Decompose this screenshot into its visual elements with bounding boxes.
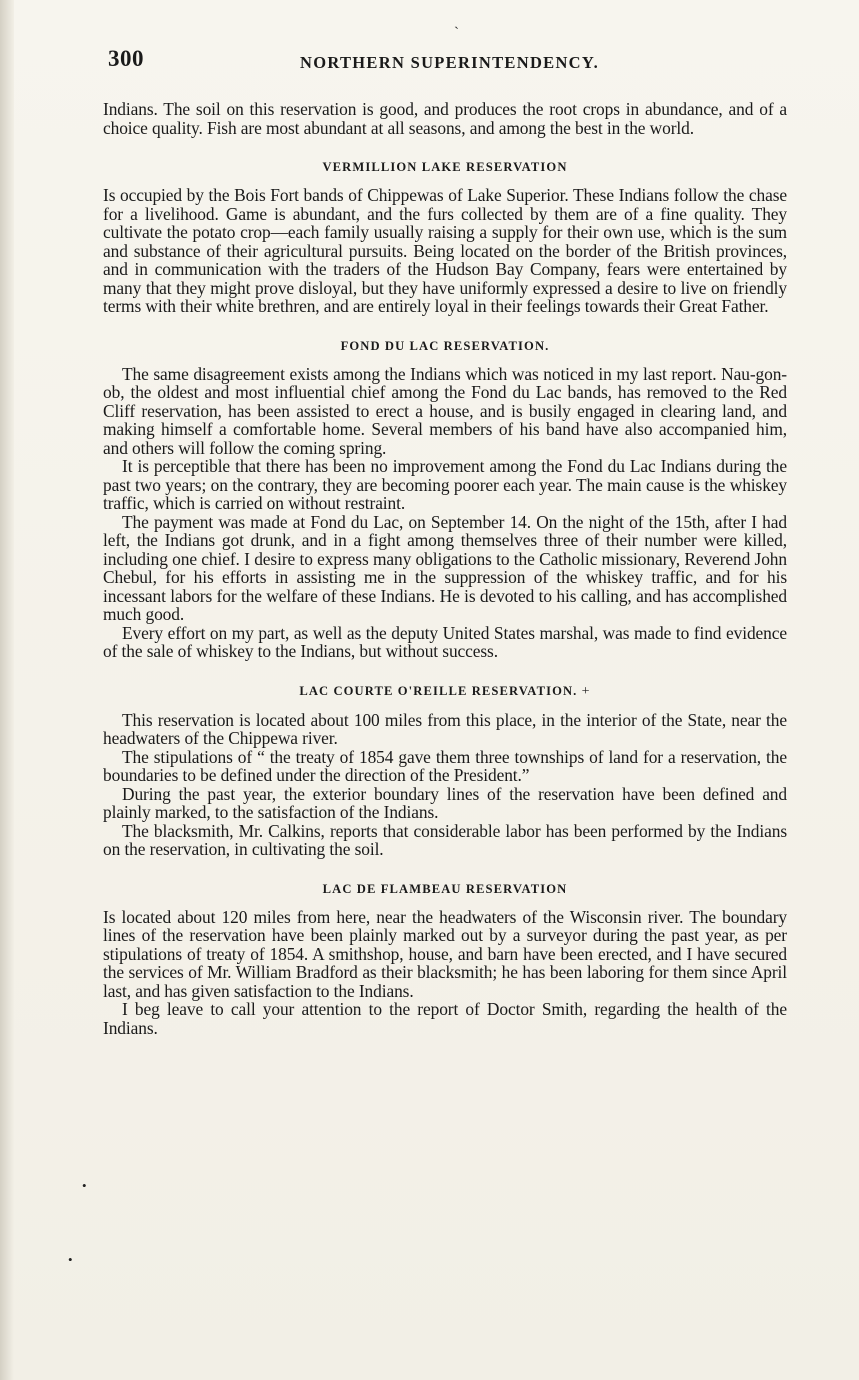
margin-dot: • xyxy=(68,1252,73,1267)
paragraph: The same disagreement exists among the Indians which was noticed in my last report. Nau-gon-ob, the oldest and most influential chief among the Fond du Lac bands, has removed to the Red Cliff reservation, has been assisted to erect a house, and is busily engaged in clearing land, and making himself a comfortable home. Several members of his band have also accompanied him, and others will follow the coming spring. xyxy=(103,363,787,458)
heading-text: LAC COURTE O'REILLE RESERVATION. xyxy=(299,683,578,698)
section-heading-lac-de-flambeau: LAC DE FLAMBEAU RESERVATION xyxy=(322,881,568,896)
cross-mark: + xyxy=(581,683,591,699)
top-tick-mark: ˎ xyxy=(454,14,459,30)
paragraph: During the past year, the exterior boundary lines of the reservation have been defined and plainly marked, to the satisfaction of the Indians. xyxy=(103,783,787,822)
paragraph: Is located about 120 miles from here, near the headwaters of the Wisconsin river. The boundary lines of the reservation have been plainly marked out by a surveyor during the past year, as per stipulations of treaty of 1854. A smithshop, house, and barn have been erected, and I have secured the services of Mr. William Bradford as their blacksmith; he has been laboring for them since April last, and has given satisfaction to the Indians. xyxy=(103,906,787,1001)
paragraph: I beg leave to call your attention to the report of Doctor Smith, regarding the health of the Indians. xyxy=(103,999,787,1038)
paragraph: The blacksmith, Mr. Calkins, reports that considerable labor has been performed by the Indians on the reservation, in cultivating the soil. xyxy=(103,820,787,859)
body-text xyxy=(103,100,787,1037)
paragraph: It is perceptible that there has been no improvement among the Fond du Lac Indians during the past two years; on the contrary, they are becoming poorer each year. The main cause is the whiskey traffic, which is carried on without restraint. xyxy=(103,456,787,513)
section-heading-lac-courte-oreille xyxy=(103,684,787,700)
margin-dot: • xyxy=(82,1178,87,1193)
intro-paragraph: Indians. The soil on this reservation is good, and produces the root crops in abundance, and of a choice quality. Fish are most abundant at all seasons, and among the best in the world. xyxy=(103,99,787,138)
binding-shadow xyxy=(0,0,14,1380)
paragraph: Every effort on my part, as well as the deputy United States marshal, was made to find evidence of the sale of whiskey to the Indians, but without success. xyxy=(103,622,787,661)
paragraph: This reservation is located about 100 miles from this place, in the interior of the State, near the headwaters of the Chippewa river. xyxy=(103,709,787,748)
paragraph: The payment was made at Fond du Lac, on September 14. On the night of the 15th, after I had left, the Indians got drunk, and in a fight among themselves three of their number were killed, including one chief. I desire to express many obligations to the Catholic missionary, Reverend John Chebul, for his efforts in assisting me in the suppression of the whiskey traffic, and for his incessant labors for the welfare of these Indians. He is devoted to his calling, and has accomplished much good. xyxy=(103,511,787,624)
section-heading-vermillion: VERMILLION LAKE RESERVATION xyxy=(322,160,568,174)
running-header: NORTHERN SUPERINTENDENCY. xyxy=(300,53,600,72)
section-heading-fond-du-lac: FOND DU LAC RESERVATION. xyxy=(340,338,550,353)
paragraph: The stipulations of “ the treaty of 1854 gave them three townships of land for a reservation, the boundaries to be defined under the direction of the President.” xyxy=(103,746,787,785)
paragraph: Is occupied by the Bois Fort bands of Chippewas of Lake Superior. These Indians follow the chase for a livelihood. Game is abundant, and the furs collected by them are of a fine quality. They cultivate the potato crop—each family usually raising a supply for their own use, which is the sum and substance of their agricultural pursuits. Being located on the border of the British provinces, and in communication with the traders of the Hudson Bay Company, fears were entertained by many that they might prove disloyal, but they have uniformly expressed a desire to live on friendly terms with their white brethren, and are entirely loyal in their feelings towards their Great Father. xyxy=(103,185,787,316)
page-number: 300 xyxy=(108,46,144,71)
